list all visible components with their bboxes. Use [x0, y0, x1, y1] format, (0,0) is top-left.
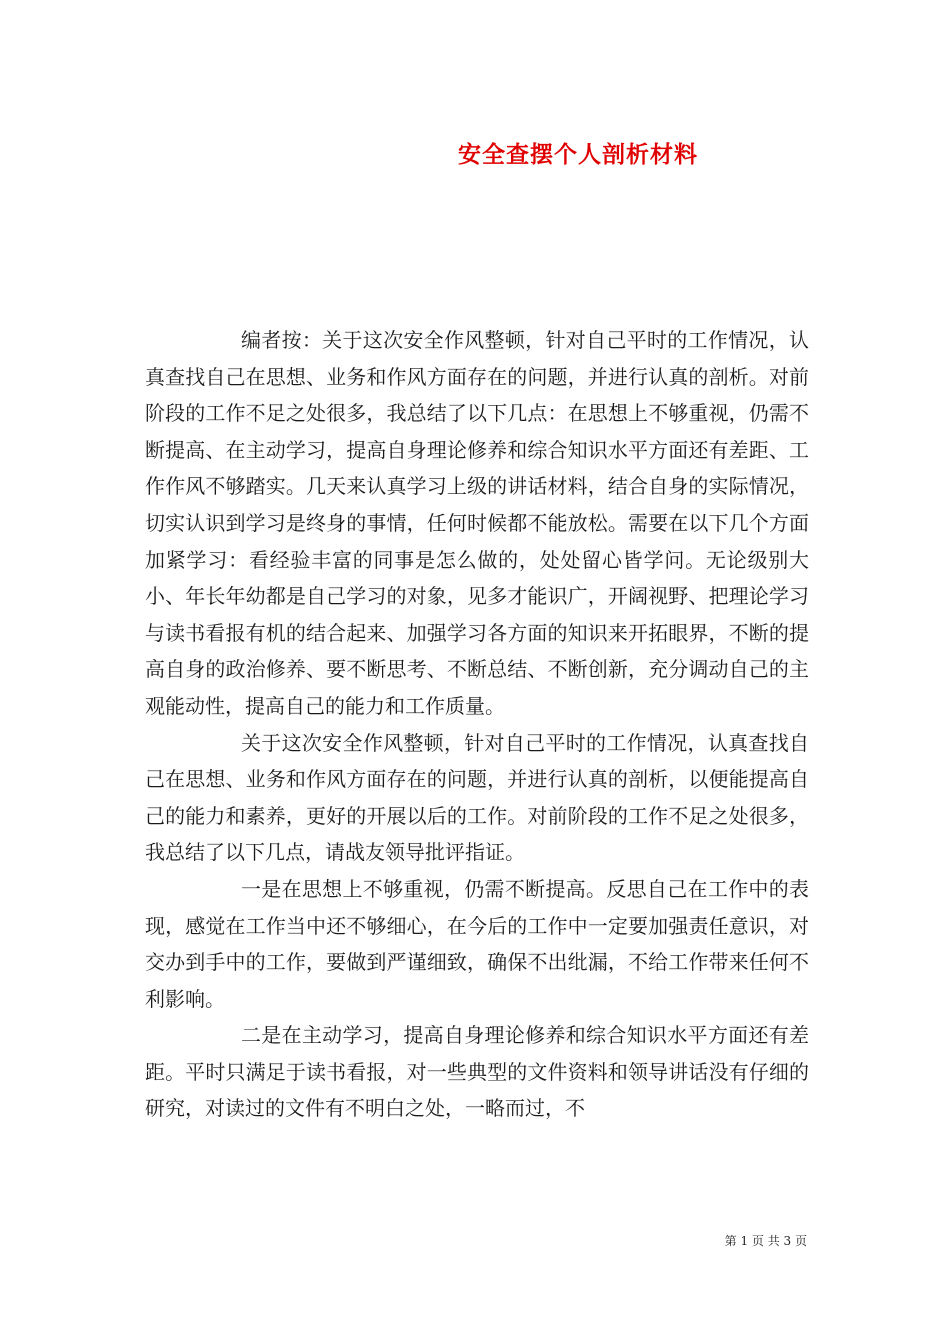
- paragraph-intro: 关于这次安全作风整顿，针对自己平时的工作情况，认真查找自己在思想、业务和作风方面存在的问题，并进行认真的剖析，以便能提高自己的能力和素养，更好的开展以后的工作。对前阶段的工作不足之处很多，我总结了以下几点，请战友领导批评指证。: [145, 730, 809, 865]
- paragraph-point-two: 二是在主动学习，提高自身理论修养和综合知识水平方面还有差距。平时只满足于读书看报，对一些典型的文件资料和领导讲话没有仔细的研究，对读过的文件有不明白之处，一略而过，不: [145, 1023, 809, 1121]
- page-number: 第 1 页 共 3 页: [724, 1234, 807, 1248]
- paragraph-editor-note: 编者按：关于这次安全作风整顿，针对自己平时的工作情况，认真查找自己在思想、业务和作风方面存在的问题，并进行认真的剖析。对前阶段的工作不足之处很多，我总结了以下几点：在思想上不够重视，仍需不断提高、在主动学习，提高自身理论修养和综合知识水平方面还有差距、工作作风不够踏实。几天来认真学习上级的讲话材料，结合自身的实际情况，切实认识到学习是终身的事情，任何时候都不能放松。需要在以下几个方面加紧学习：看经验丰富的同事是怎么做的，处处留心皆学问。无论级别大小、年长年幼都是自己学习的对象，见多才能识广，开阔视野、把理论学习与读书看报有机的结合起来、加强学习各方面的知识来开拓眼界，不断的提高自身的政治修养、要不断思考、不断总结、不断创新，充分调动自己的主观能动性，提高自己的能力和工作质量。: [145, 328, 809, 718]
- document-body: [145, 322, 809, 1127]
- document-title: 安全查摆个人剖析材料: [458, 141, 698, 168]
- paragraph-point-one: 一是在思想上不够重视，仍需不断提高。反思自己在工作中的表现，感觉在工作当中还不够细心，在今后的工作中一定要加强责任意识，对交办到手中的工作，要做到严谨细致，确保不出纰漏，不给工作带来任何不利影响。: [145, 876, 809, 1011]
